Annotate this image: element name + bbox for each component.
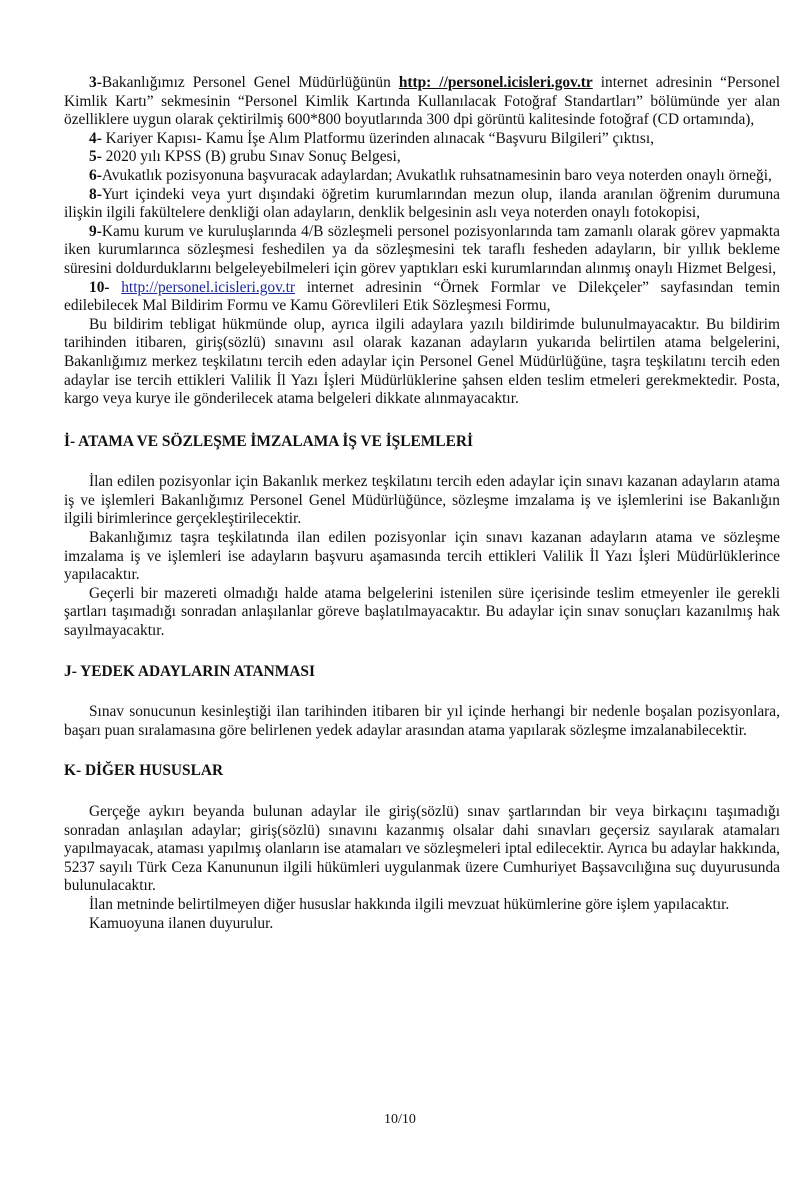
notification-paragraph: Bu bildirim tebligat hükmünde olup, ayrıca ilgili adaylara yazılı bildirimde bulunulmayacaktır. Bu bildirim tarihinden itibaren, giriş(sözlü) sınavını asıl olarak kazanan adayların yukarıda belirtilen atama belgelerini, Bakanlığımız merkez teşkilatını tercih eden adaylar için Personel Genel Müdürlüğüne, taşra teşkilatını tercih eden adaylar ise tercih ettikleri Valilik İl Yazı İşleri Müdürlüklerine şahsen elden teslim etmeleri gerekmektedir. Posta, kargo veya kurye ile gönderilecek atama belgeleri dikkate alınmayacaktır. — [64, 315, 780, 408]
item-8 — [64, 186, 780, 223]
section-j-paragraph-1: Sınav sonucunun kesinleştiği ilan tarihinden itibaren bir yıl içinde herhangi bir nedenle boşalan pozisyonlara, başarı puan sıralamasına göre belirlenen yedek adaylar arasından atama yapılarak sözleşme imzalanabilecektir. — [64, 703, 780, 739]
item-9 — [64, 223, 780, 279]
item-10-text: internet adresinin “Örnek Formlar ve Dilekçeler” sayfasından temin edilebilecek Mal Bildirim Formu ve Kamu Görevlileri Etik Sözleşmesi Formu, — [64, 278, 780, 315]
item-5-number: 5- — [89, 148, 102, 166]
item-8-text: Yurt içindeki veya yurt dışındaki öğretim kurumlarından mezun olup, ilanda aranılan öğrenim durumuna ilişkin ilgili fakültelere denkliği olan adayların, denklik belgesinin aslı veya noterden onaylı fotokopisi, — [64, 185, 780, 222]
item-3-text-post: internet adresinin “Personel Kimlik Kartı” sekmesinin “Personel Kimlik Kartında Kullanılacak Fotoğraf Standartları” bölümünde yer alan özelliklere uygun olarak çektirilmiş 600*800 boyutlarında 300 dpi görüntü kalitesinde fotoğraf (CD ortamında), — [64, 74, 780, 129]
document-body — [64, 74, 780, 933]
item-4-text: Kariyer Kapısı- Kamu İşe Alım Platformu üzerinden alınacak “Başvuru Bilgileri” çıktısı, — [101, 129, 655, 147]
item-10-number: 10- — [89, 278, 110, 296]
item-6-number: 6- — [89, 166, 102, 184]
section-j-heading: J- YEDEK ADAYLARIN ATANMASI — [64, 662, 315, 680]
section-i-paragraph-1: İlan edilen pozisyonlar için Bakanlık merkez teşkilatını tercih eden adaylar için sınavı kazanan adayların atama iş ve işlemleri Bakanlığımız Personel Genel Müdürlüğünce, sözleşme imzalama iş ve işlemlerini ise Bakanlığın ilgili birimlerince gerçekleştirilecektir. — [64, 473, 780, 528]
item-8-number: 8- — [89, 185, 102, 203]
item-9-number: 9- — [89, 222, 102, 240]
page-number: 10/10 — [384, 1112, 416, 1127]
item-6 — [64, 167, 780, 186]
section-k-heading: K- DİĞER HUSUSLAR — [64, 762, 224, 780]
item-3-text-pre: Bakanlığımız Personel Genel Müdürlüğünün — [101, 74, 399, 91]
item-3 — [64, 74, 780, 130]
item-5 — [64, 148, 780, 167]
item-3-number: 3- — [89, 74, 102, 91]
section-k-paragraph-2: İlan metninde belirtilmeyen diğer hususlar hakkında ilgili mevzuat hükümlerine göre işlem yapılacaktır. — [89, 895, 730, 913]
personnel-site-link[interactable]: http: //personel.icisleri.gov.tr — [398, 74, 593, 91]
section-k-paragraph-3: Kamuoyuna ilanen duyurulur. — [89, 914, 274, 932]
item-4-number: 4- — [89, 129, 102, 147]
item-6-text: Avukatlık pozisyonuna başvuracak adaylardan; Avukatlık ruhsatnamesinin baro veya noterden onaylı örneği, — [101, 166, 772, 184]
section-i-paragraph-2: Bakanlığımız taşra teşkilatında ilan edilen pozisyonlar için sınavı kazanan adayların atama ve sözleşme imzalama iş ve işlemleri ise adayların başvuru aşamasında tercih ettikleri Valilik İl Yazı İşleri Müdürlüklerince yapılacaktır. — [64, 529, 780, 584]
section-i-paragraph-3: Geçerli bir mazereti olmadığı halde atama belgelerini istenilen süre içerisinde teslim etmeyenler ile gerekli şartları taşımadığı sonradan anlaşılanlar göreve başlatılmayacaktır. Bu adaylar için sınav sonuçları kazanılmış hak sayılmayacaktır. — [64, 584, 780, 640]
item-9-text: Kamu kurum ve kuruluşlarında 4/B sözleşmeli personel pozisyonlarında tam zamanlı olarak görev yapmakta iken kurumlarınca sözleşmesi feshedilen ya da sözleşmesini tek taraflı fesheden adayların, bir yıllık bekleme süresini doldurduklarını belgeleyebilmeleri için görev yaptıkları eski kurumlarından alınmış onaylı Hizmet Belgesi, — [64, 222, 780, 277]
item-4 — [64, 130, 780, 149]
item-5-text: 2020 yılı KPSS (B) grubu Sınav Sonuç Belgesi, — [101, 148, 401, 166]
section-i-heading: İ- ATAMA VE SÖZLEŞME İMZALAMA İŞ VE İŞLEMLERİ — [64, 432, 473, 450]
forms-site-link[interactable]: http://personel.icisleri.gov.tr — [121, 278, 296, 296]
section-k-paragraph-1: Gerçeğe aykırı beyanda bulunan adaylar ile giriş(sözlü) sınav şartlarından bir veya birkaçını taşımadığı sonradan anlaşılan adaylar; giriş(sözlü) sınavını kazanmış olsalar dahi sınavları geçersiz sayılarak atamaları yapılmayacak, ataması yapılmış olanların ise atamaları ve sözleşmeleri iptal edilecektir. Ayrıca bu adaylar hakkında, 5237 sayılı Türk Ceza Kanununun ilgili hükümleri uygulanmak üzere Cumhuriyet Başsavcılığına suç duyurusunda bulunulacaktır. — [64, 803, 780, 895]
item-10 — [64, 279, 780, 316]
